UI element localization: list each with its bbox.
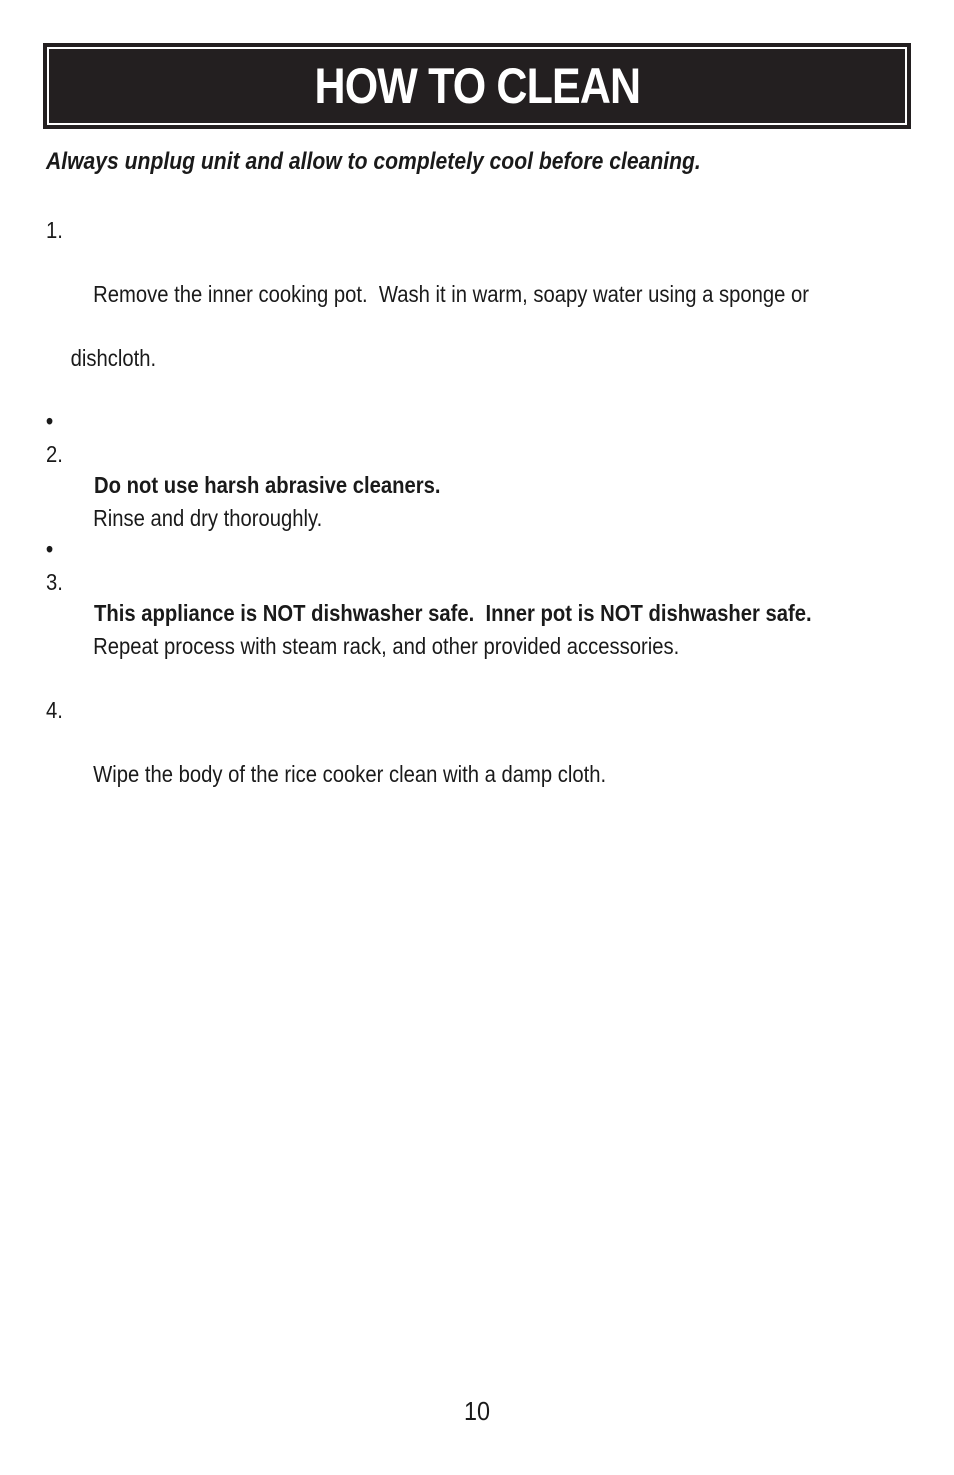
step-number: 2. bbox=[46, 441, 63, 467]
bullet-icon: • bbox=[46, 536, 54, 562]
unplug-warning: Always unplug unit and allow to completely cool before cleaning. bbox=[46, 148, 701, 175]
list-item bbox=[46, 533, 856, 661]
step-text-continuation: dishcloth. bbox=[70, 345, 157, 371]
caution-notes-list bbox=[46, 405, 856, 661]
page-title: HOW TO CLEAN bbox=[314, 58, 640, 114]
step-text: Repeat process with steam rack, and other provided accessories. bbox=[93, 633, 680, 659]
step-text: Remove the inner cooking pot. Wash it in warm, soapy water using a sponge or bbox=[93, 281, 810, 307]
step-number: 3. bbox=[46, 569, 63, 595]
step-text: Wipe the body of the rice cooker clean with a damp cloth. bbox=[93, 761, 607, 787]
page-number: 10 bbox=[463, 1396, 491, 1426]
list-item bbox=[46, 694, 838, 822]
step-number: 1. bbox=[46, 217, 63, 243]
step-number: 4. bbox=[46, 697, 63, 723]
title-banner-frame bbox=[47, 47, 907, 125]
list-item bbox=[46, 405, 856, 533]
title-banner bbox=[43, 43, 911, 129]
note-text: Do not use harsh abrasive cleaners. bbox=[94, 472, 441, 498]
note-text: This appliance is NOT dishwasher safe. Inner pot is NOT dishwasher safe. bbox=[94, 600, 812, 626]
step-text: Rinse and dry thoroughly. bbox=[93, 505, 323, 531]
bullet-icon: • bbox=[46, 408, 54, 434]
